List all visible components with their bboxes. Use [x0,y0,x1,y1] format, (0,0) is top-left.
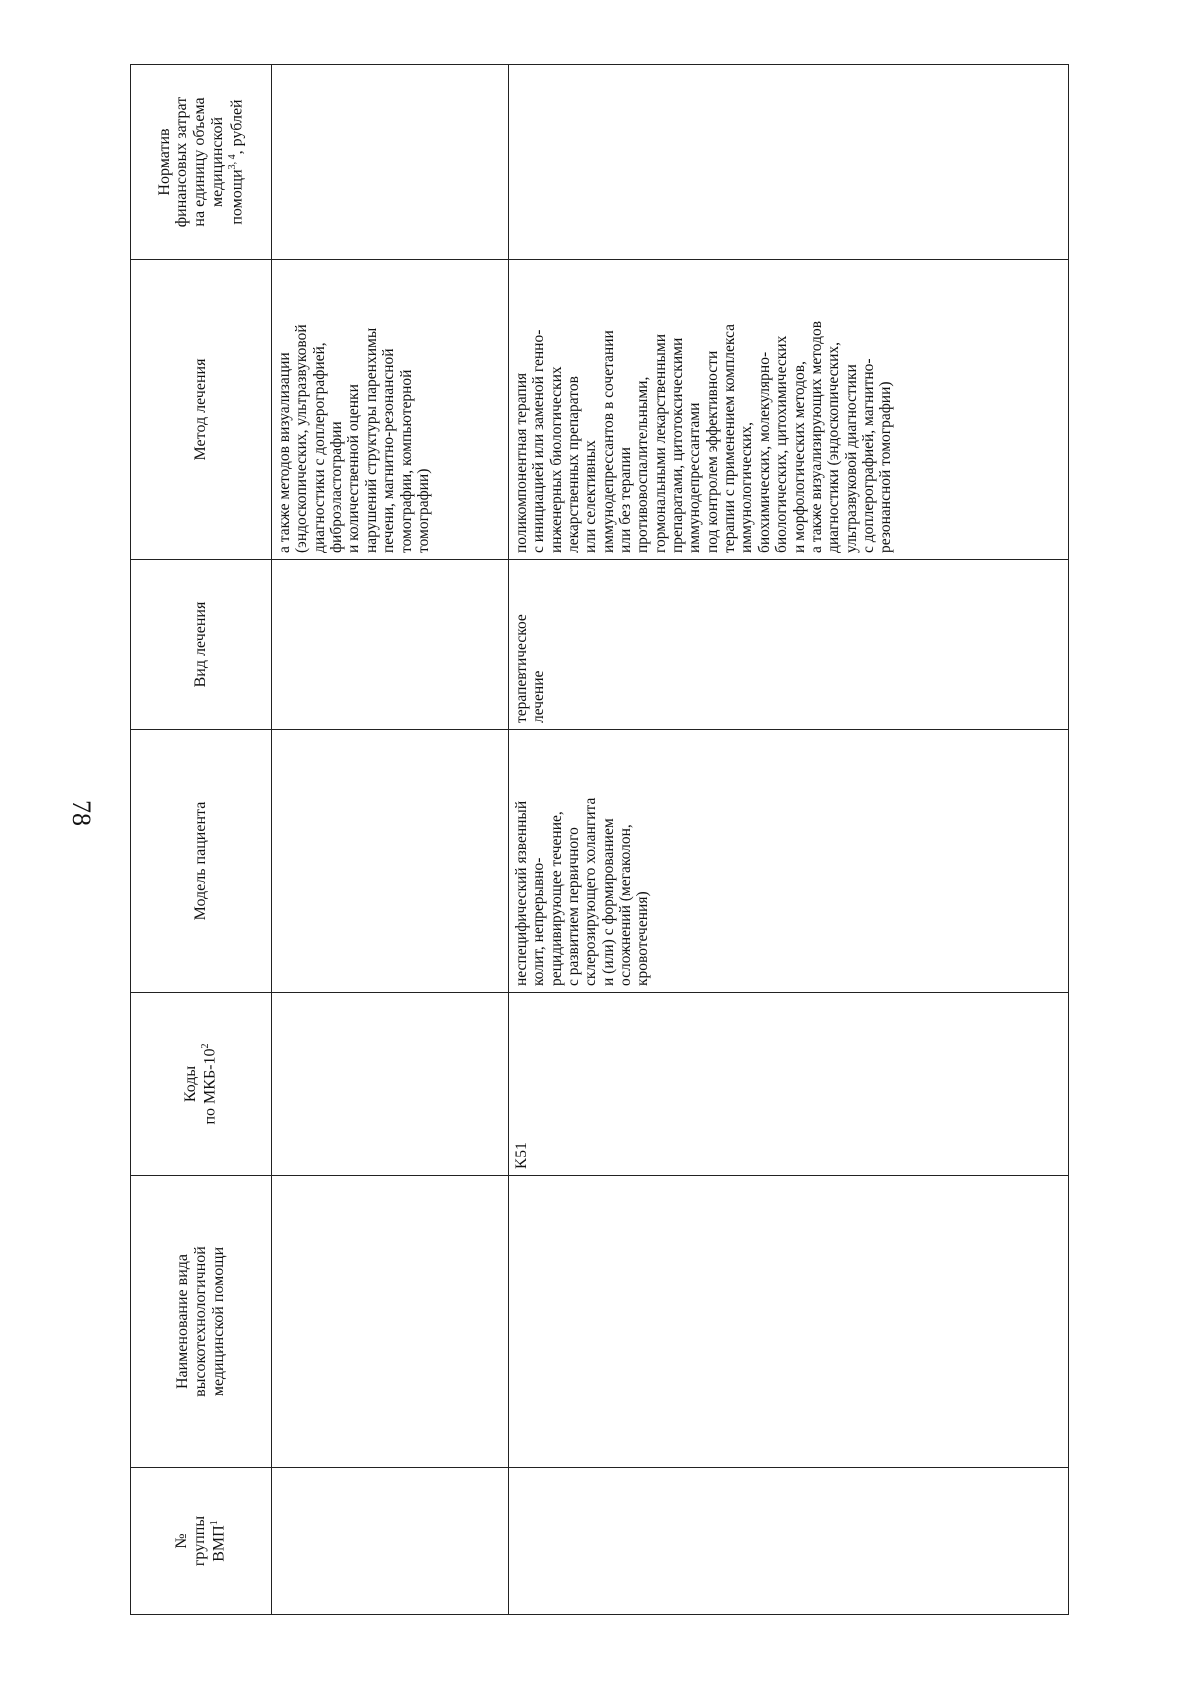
cell-method: поликомпонентная терапия с инициацией или заменой генно- инженерных биологических лекарственных препаратов или селективных иммунодепрессантов в сочетании или без терапии противовоспалительными, гормональными лекарственными препаратами, цитотоксическими иммунодепрессантами под контролем эффективности терапии с применением комплекса иммунологических, биохимических, молекулярно- биологических, цитохимических и морфологических методов, а также визуализирующих методов диагностики (эндоскопических, ультразвуковой диагностики с доплерографией, магнитно- резонансной томографии) [508,260,1068,560]
header-name: Наименование вида высокотехнологичной медицинской помощи [131,1176,272,1468]
cell-norm [508,65,1068,260]
table-row [272,65,509,1615]
cell-group [508,1468,1068,1615]
cell-group [272,1468,509,1615]
cell-model [272,730,509,993]
header-treatment-type: Вид лечения [131,560,272,730]
cell-treatment-type: терапевтическое лечение [508,560,1068,730]
header-codes: Коды по МКБ-10$^2$ [131,993,272,1176]
cell-codes: K51 [508,993,1068,1176]
rotated-table-frame [130,65,1069,1615]
cell-name [272,1176,509,1468]
header-model: Модель пациента [131,730,272,993]
cell-model: неспецифический язвенный колит, непрерывно- рецидивирующее течение, с развитием первичного склерозирующего холангита и (или) с формированием осложнений (мегаколон, кровотечения) [508,730,1068,993]
cell-norm [272,65,509,260]
cell-codes [272,993,509,1176]
table-row [508,65,1068,1615]
vmp-table [130,64,1069,1615]
header-method: Метод лечения [131,260,272,560]
cell-treatment-type [272,560,509,730]
cell-method: а также методов визуализации (эндоскопических, ультразвуковой диагностики с доплерографией, фиброэластографии и количественной оценки нарушений структуры паренхимы печени, магнитно-резонансной томографии, компьютерной томографии) [272,260,509,560]
page-number: 78 [67,800,96,826]
table-header-row [131,65,272,1615]
table-container [130,65,1200,1615]
header-norm: Норматив финансовых затрат на единицу объема медицинской помощи$^{3, 4}$, рублей [131,65,272,260]
header-group: № группы ВМП$^1$ [131,1468,272,1615]
cell-name [508,1176,1068,1468]
